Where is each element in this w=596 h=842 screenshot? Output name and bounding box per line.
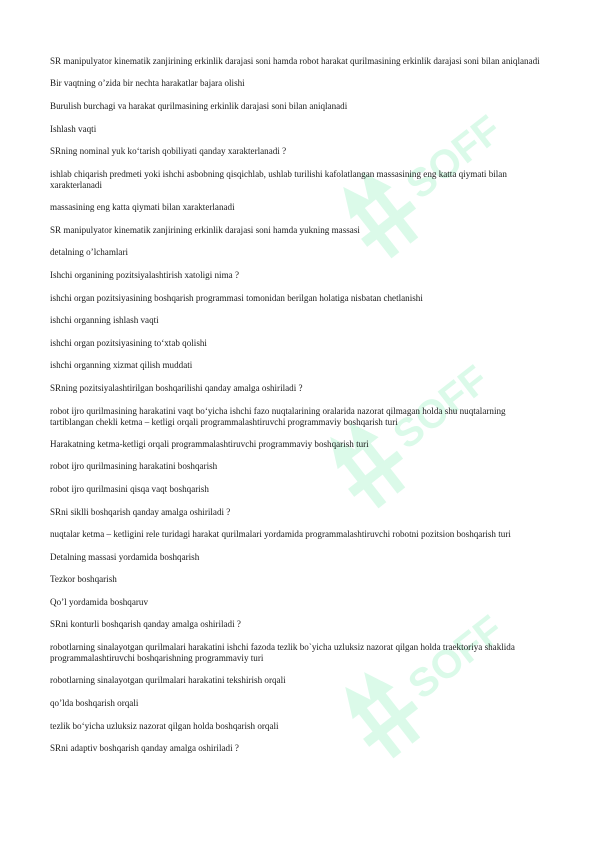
text-line: robot ijro qurilmasining harakatini boshqarish [50,461,218,472]
text-line: detalning o’lchamlari [50,247,129,258]
watermark-text-top: SOFF [398,107,510,208]
text-line: Harakatning ketma-ketligi orqali programmalashtiruvchi programmaviy boshqarish turi [50,438,369,449]
text-line: Ishlash vaqti [50,123,97,134]
question-line: SRni adaptiv boshqarish qanday amalga oshiriladi ? [50,743,239,754]
watermark-text-bottom: SOFF [400,607,512,708]
text-line: ishchi organ pozitsiyasining boshqarish programmasi tomonidan berilgan holatiga nisbatan chetlanishi [50,292,423,303]
question-line: Ishchi organining pozitsiyalashtirish xatoligi nima ? [50,269,240,280]
text-line: Detalning massasi yordamida boshqarish [50,551,200,562]
text-line: robotlarning sinalayotgan qurilmalari harakatini tekshirish orqali [50,675,286,686]
text-line: ishchi organning ishlash vaqti [50,315,159,326]
text-line: Burulish burchagi va harakat qurilmasining erkinlik darajasi soni bilan aniqlanadi [50,100,348,111]
question-line: SRni konturli boshqarish qanday amalga oshiriladi ? [50,619,241,630]
text-line: SR manipulyator kinematik zanjirining erkinlik darajasi soni hamda yukning massasi [50,224,360,235]
text-line: robotlarning sinalayotgan qurilmalari harakatini ishchi fazoda tezlik bo`yicha uzluksiz nazorat qilgan holda traektoriya shaklida programmalashtiruvchi boshqarishning programmaviy turi [50,642,515,664]
watermark-text-middle: SOFF [385,357,497,458]
question-answer-list [50,56,550,766]
text-line: robot ijro qurilmasini qisqa vaqt boshqarish [50,484,209,495]
question-line: SRni siklli boshqarish qanday amalga oshiriladi ? [50,506,231,517]
text-line: robot ijro qurilmasining harakatini vaqt bo‘yicha ishchi fazo nuqtalarining oralarida nazorat qilmagan holda shu nuqtalarning tartiblangan chekli ketma – ketligi orqali programmalashtiruvchi programmaviy boshqarish turi [50,405,506,427]
text-line: qo’lda boshqarish orqali [50,698,139,709]
text-line: ishlab chiqarish predmeti yoki ishchi asbobning qisqichlab, ushlab turilishi kafolatlangan massasining eng katta qiymati bilan xarakterlanadi [50,168,507,190]
question-line: SRning pozitsiyalashtirilgan boshqarilishi qanday amalga oshiriladi ? [50,382,303,393]
text-line: tezlik bo‘yicha uzluksiz nazorat qilgan holda boshqarish orqali [50,720,279,731]
question-line: SRning nominal yuk ko‘tarish qobiliyati qanday xarakterlanadi ? [50,146,287,157]
text-line: Bir vaqtning o’zida bir nechta harakatlar bajara olishi [50,78,245,89]
text-line: Tezkor boshqarish [50,574,117,585]
text-line: ishchi organning xizmat qilish muddati [50,360,193,371]
text-line: massasining eng katta qiymati bilan xarakterlanadi [50,202,235,213]
text-line: ishchi organ pozitsiyasining to‘xtab qolishi [50,337,207,348]
text-line: nuqtalar ketma – ketligini rele turidagi harakat qurilmalari yordamida programmalashtiruvchi robotni pozitsion boshqarish turi [50,529,511,540]
text-line: Qo’l yordamida boshqaruv [50,596,148,607]
text-line: SR manipulyator kinematik zanjirining erkinlik darajasi soni hamda robot harakat qurilmasining erkinlik darajasi soni bilan aniqlanadi [50,56,540,66]
